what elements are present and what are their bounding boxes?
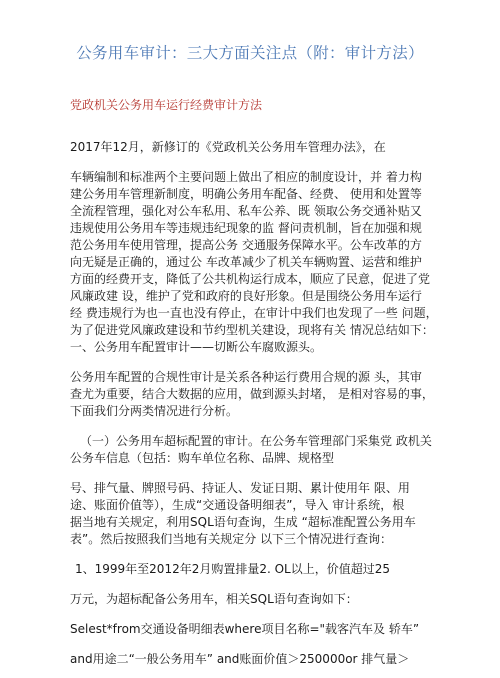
text-line: 为了促进党风廉政建设和节约型机关建设，现将有关 情况总结如下： [70,323,434,337]
code-line: Selest*from交通设备明细表where项目名称="载客汽车及 轿车” [70,622,420,636]
text-line: 1、1999年至2012年2月购置排量2. OL以上，价值超过25 [75,562,391,576]
code-line: and用途二“一般公务用车” and账面价值＞250000or 排气量＞ [70,652,410,666]
text-line: 一、公务用车配置审计——切断公车腐败源头。 [70,340,323,354]
text-line: 车辆编制和标准两个主要问题上做出了相应的制度设计，并 着力构 [70,170,422,184]
text-line: 表”。然后按照我们当地有关规定分 以下三个情况进行查询： [70,532,393,546]
text-line: 据当地有关规定，利用SQL语句查询，生成 “超标准配置公务用车 [70,515,416,529]
text-line: 号、排气量、牌照号码、持证人、发证日期、累计使用年 限、用 [70,481,410,495]
section-subtitle: 党政机关公务用车运行经费审计方法 [70,98,263,112]
text-line: 公务用车配置的合规性审计是关系各种运行费用合规的源 头，其审 [70,370,422,384]
text-line: 下面我们分两类情况进行分析。 [70,404,239,418]
text-line: 范公务用车使用管理，提高公务 交通服务保障水平。公车改革的方 [70,238,422,252]
text-line: （一）公务用车超标配置的审计。在公务车管理部门采集党 政机关 [80,434,432,448]
text-line: 向无疑是正确的，通过公 车改革减少了机关车辆购置、运营和维护 [70,255,422,269]
text-line: 2017年12月，新修订的《党政机关公务用车管理办法》，在 [70,140,386,154]
text-line: 违规使用公务用车等违规违纪现象的监 督问责机制，旨在加强和规 [70,221,422,235]
text-line: 建公务用车管理新制度，明确公务用车配备、经费、 使用和处置等 [70,187,422,201]
text-line: 万元，为超标配备公务用车，相关SQL语句查询如下： [70,592,358,606]
text-line: 查尤为重要，结合大数据的应用，做到源头封堵， 是相对容易的事， [70,387,434,401]
text-line: 途、账面价值等），生成“交通设备明细表”，导入 审计系统，根 [70,498,405,512]
text-line: 经 费违规行为也一直也没有停止，在审计中我们也发现了一些 问题， [70,306,438,320]
text-line: 方面的经费开支，降低了公共机构运行成本，顺应了民意，促进了党 [70,272,431,286]
text-line: 风廉政建 设，维护了党和政府的良好形象。但是围绕公务用车运行 [70,289,422,303]
text-line: 公务车信息（包括：购车单位名称、品牌、规格型 [70,451,335,465]
text-line: 全流程管理，强化对公车私用、私车公养、既 领取公务交通补贴又 [70,204,422,218]
document-title: 公务用车审计：三大方面关注点（附：审计方法） [76,44,424,62]
